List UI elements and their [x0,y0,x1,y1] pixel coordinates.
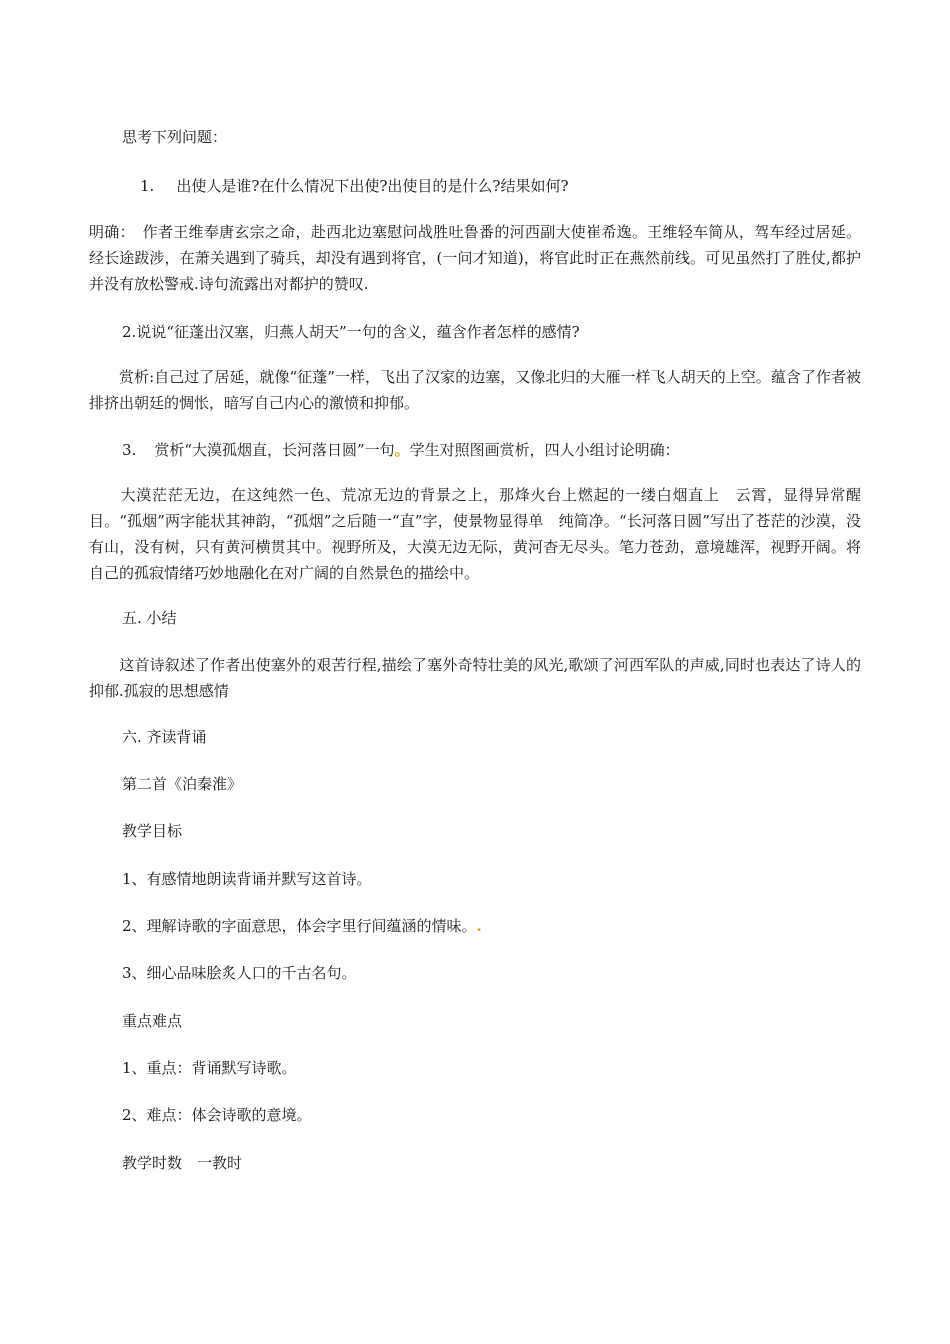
goals-heading: 教学目标 [122,822,183,840]
goal-1: 1、有感情地朗读背诵并默写这首诗。 [122,870,372,888]
goal-2-mark: . [476,917,482,935]
recite-heading: 六. 齐读背诵 [122,728,207,746]
question-3-number: 3. [122,441,137,459]
key-points-heading: 重点难点 [122,1012,183,1030]
question-3-text-after: 学生对照图画赏析，四人小组讨论明确： [409,441,680,459]
think-heading: 思考下列问题： [122,128,228,146]
question-3-text-before: 赏析“大漠孤烟直，长河落日圆”一句 [154,441,395,459]
question-2-answer: 赏析:自己过了居延，就像“征蓬”一样，飞出了汉家的边塞，又像北归的大雁一样飞人胡天的上空。蕴含了作者被排挤出朝廷的惆怅，暗写自己内心的激愤和抑郁。 [89,368,861,412]
question-3-mark: 。 [394,441,410,459]
question-1 [140,176,568,196]
question-1-text: 出使人是谁?在什么情况下出使?出使目的是什么?结果如何? [176,177,569,195]
goal-2 [122,916,482,936]
question-1-number: 1. [140,177,155,195]
key-point-2: 2、难点：体会诗歌的意境。 [122,1106,312,1124]
question-1-answer: 明确： 作者王维奉唐玄宗之命，赴西北边塞慰问战胜吐鲁番的河西副大使崔希逸。王维轻车简从，驾车经过居延。经长途跋涉，在萧关遇到了骑兵，却没有遇到将官，(一问才知道)，将官此时正在燕然前线。可见虽然打了胜仗,都护并没有放松警戒.诗句流露出对都护的赞叹. [89,223,861,293]
poem-2-title: 第二首《泊秦淮》 [122,775,243,793]
summary-heading: 五. 小结 [122,609,177,627]
question-3 [122,440,680,460]
goal-2-text: 2、理解诗歌的字面意思，体会字里行间蕴涵的情味。 [122,917,477,935]
teaching-hours: 教学时数 一教时 [122,1154,243,1172]
summary-text: 这首诗叙述了作者出使塞外的艰苦行程,描绘了塞外奇特壮美的风光,歌颂了河西军队的声威,同时也表达了诗人的抑郁.孤寂的思想感情 [89,656,861,700]
key-point-1: 1、重点：背诵默写诗歌。 [122,1059,297,1077]
question-3-answer: 大漠茫茫无边，在这纯然一色、荒凉无边的背景之上，那烽火台上燃起的一缕白烟直上 云霄，显得异常醒目。“孤烟”两字能状其神韵，“孤烟”之后随一“直”字，使景物显得单 纯简净。“长河落日圆”写出了苍茫的沙漠，没有山，没有树，只有黄河横贯其中。视野所及，大漠无边无际，黄河杳无尽头。笔力苍劲，意境雄浑，视野开阔。将自己的孤寂情绪巧妙地融化在对广阔的自然景色的描绘中。 [89,486,861,582]
goal-3: 3、细心品味脍炙人口的千古名句。 [122,964,357,982]
question-2: 2.说说“征蓬出汉塞，归燕人胡天”一句的含义，蕴含作者怎样的感情? [122,323,580,341]
